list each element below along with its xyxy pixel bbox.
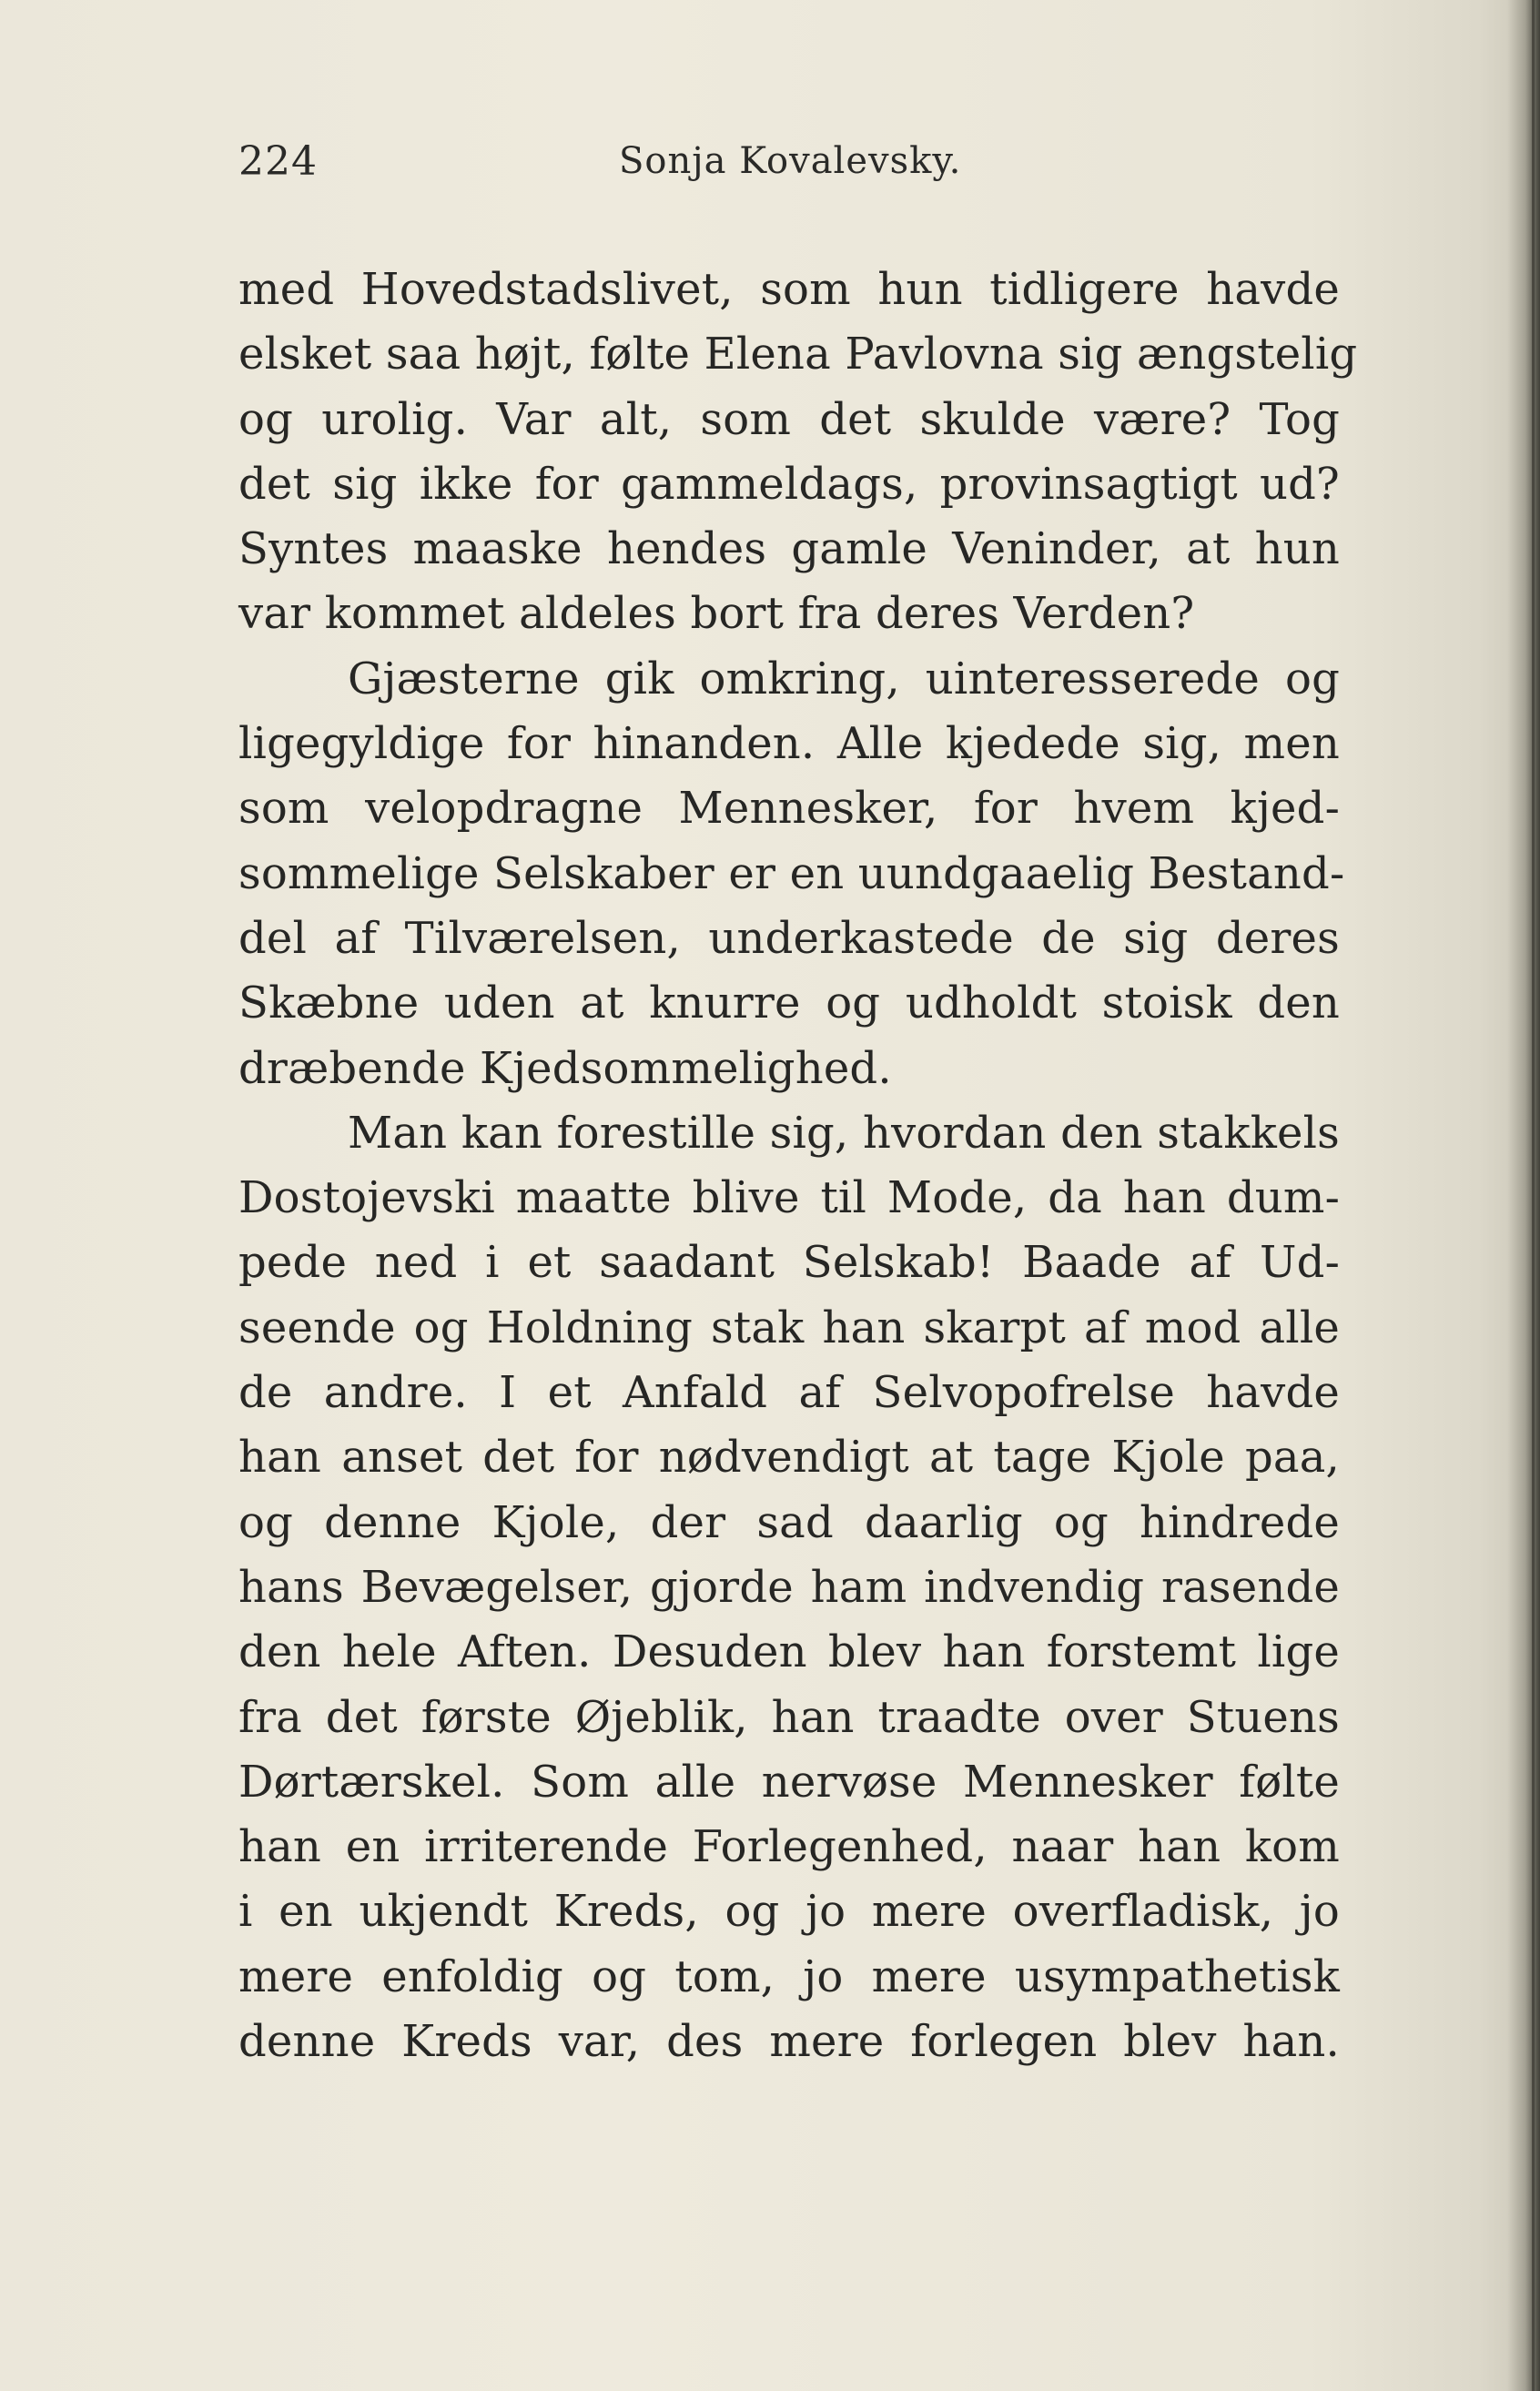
- paragraph: [238, 1101, 1340, 2074]
- text-line: del af Tilværelsen, underkastede de sig deres: [238, 912, 1340, 964]
- text-line: Man kan forestille sig, hvordan den stakkels: [348, 1107, 1340, 1159]
- text-line: fra det første Øjeblik, han traadte over Stuens: [238, 1691, 1340, 1743]
- text-line: var kommet aldeles bort fra deres Verden?: [238, 588, 1195, 640]
- page-edge-shadow: [1507, 0, 1540, 2391]
- text-line: ligegyldige for hinanden. Alle kjedede sig, men: [238, 718, 1340, 770]
- text-line: de andre. I et Anfald af Selvopofrelse havde: [238, 1367, 1340, 1419]
- text-line: hans Bevægelser, gjorde ham indvendig rasende: [238, 1561, 1340, 1613]
- text-line: seende og Holdning stak han skarpt af mod alle: [238, 1302, 1340, 1353]
- text-line: som velopdragne Mennesker, for hvem kjed-: [238, 783, 1340, 835]
- body-text: [238, 258, 1358, 2074]
- text-line: Gjæsterne gik omkring, uinteresserede og: [348, 653, 1340, 704]
- text-line: han anset det for nødvendigt at tage Kjole paa,: [238, 1432, 1340, 1484]
- text-line: Dørtærskel. Som alle nervøse Mennesker følte: [238, 1756, 1340, 1808]
- text-line: dræbende Kjedsommelighed.: [238, 1042, 892, 1094]
- text-line: Skæbne uden at knurre og udholdt stoisk den: [238, 978, 1340, 1029]
- text-line: han en irriterende Forlegenhed, naar han kom: [238, 1821, 1340, 1873]
- paragraph: [238, 647, 1345, 1101]
- page-number: 224: [238, 138, 318, 185]
- running-head: Sonja Kovalevsky.: [619, 140, 962, 182]
- paragraph: [238, 258, 1358, 647]
- page-header: [238, 138, 967, 202]
- page-edge-binding: [1532, 0, 1535, 2391]
- text-line: med Hovedstadslivet, som hun tidligere havde: [238, 264, 1340, 315]
- text-line: Dostojevski maatte blive til Mode, da han dum-: [238, 1172, 1340, 1224]
- text-line: det sig ikke for gammeldags, provinsagtigt ud?: [238, 458, 1340, 510]
- text-line: denne Kreds var, des mere forlegen blev han.: [238, 2016, 1340, 2068]
- text-line: elsket saa højt, følte Elena Pavlovna sig ængstelig: [238, 329, 1358, 380]
- text-line: sommelige Selskaber er en uundgaaelig Bestand-: [238, 847, 1345, 899]
- text-line: pede ned i et saadant Selskab! Baade af Ud-: [238, 1237, 1340, 1289]
- text-line: i en ukjendt Kreds, og jo mere overfladisk, jo: [238, 1886, 1340, 1938]
- text-line: den hele Aften. Desuden blev han forstemt lige: [238, 1626, 1340, 1678]
- text-line: og urolig. Var alt, som det skulde være? Tog: [238, 393, 1340, 445]
- text-line: og denne Kjole, der sad daarlig og hindrede: [238, 1496, 1340, 1548]
- text-line: mere enfoldig og tom, jo mere usympathetisk: [238, 1950, 1340, 2002]
- text-line: Syntes maaske hendes gamle Veninder, at hun: [238, 523, 1340, 575]
